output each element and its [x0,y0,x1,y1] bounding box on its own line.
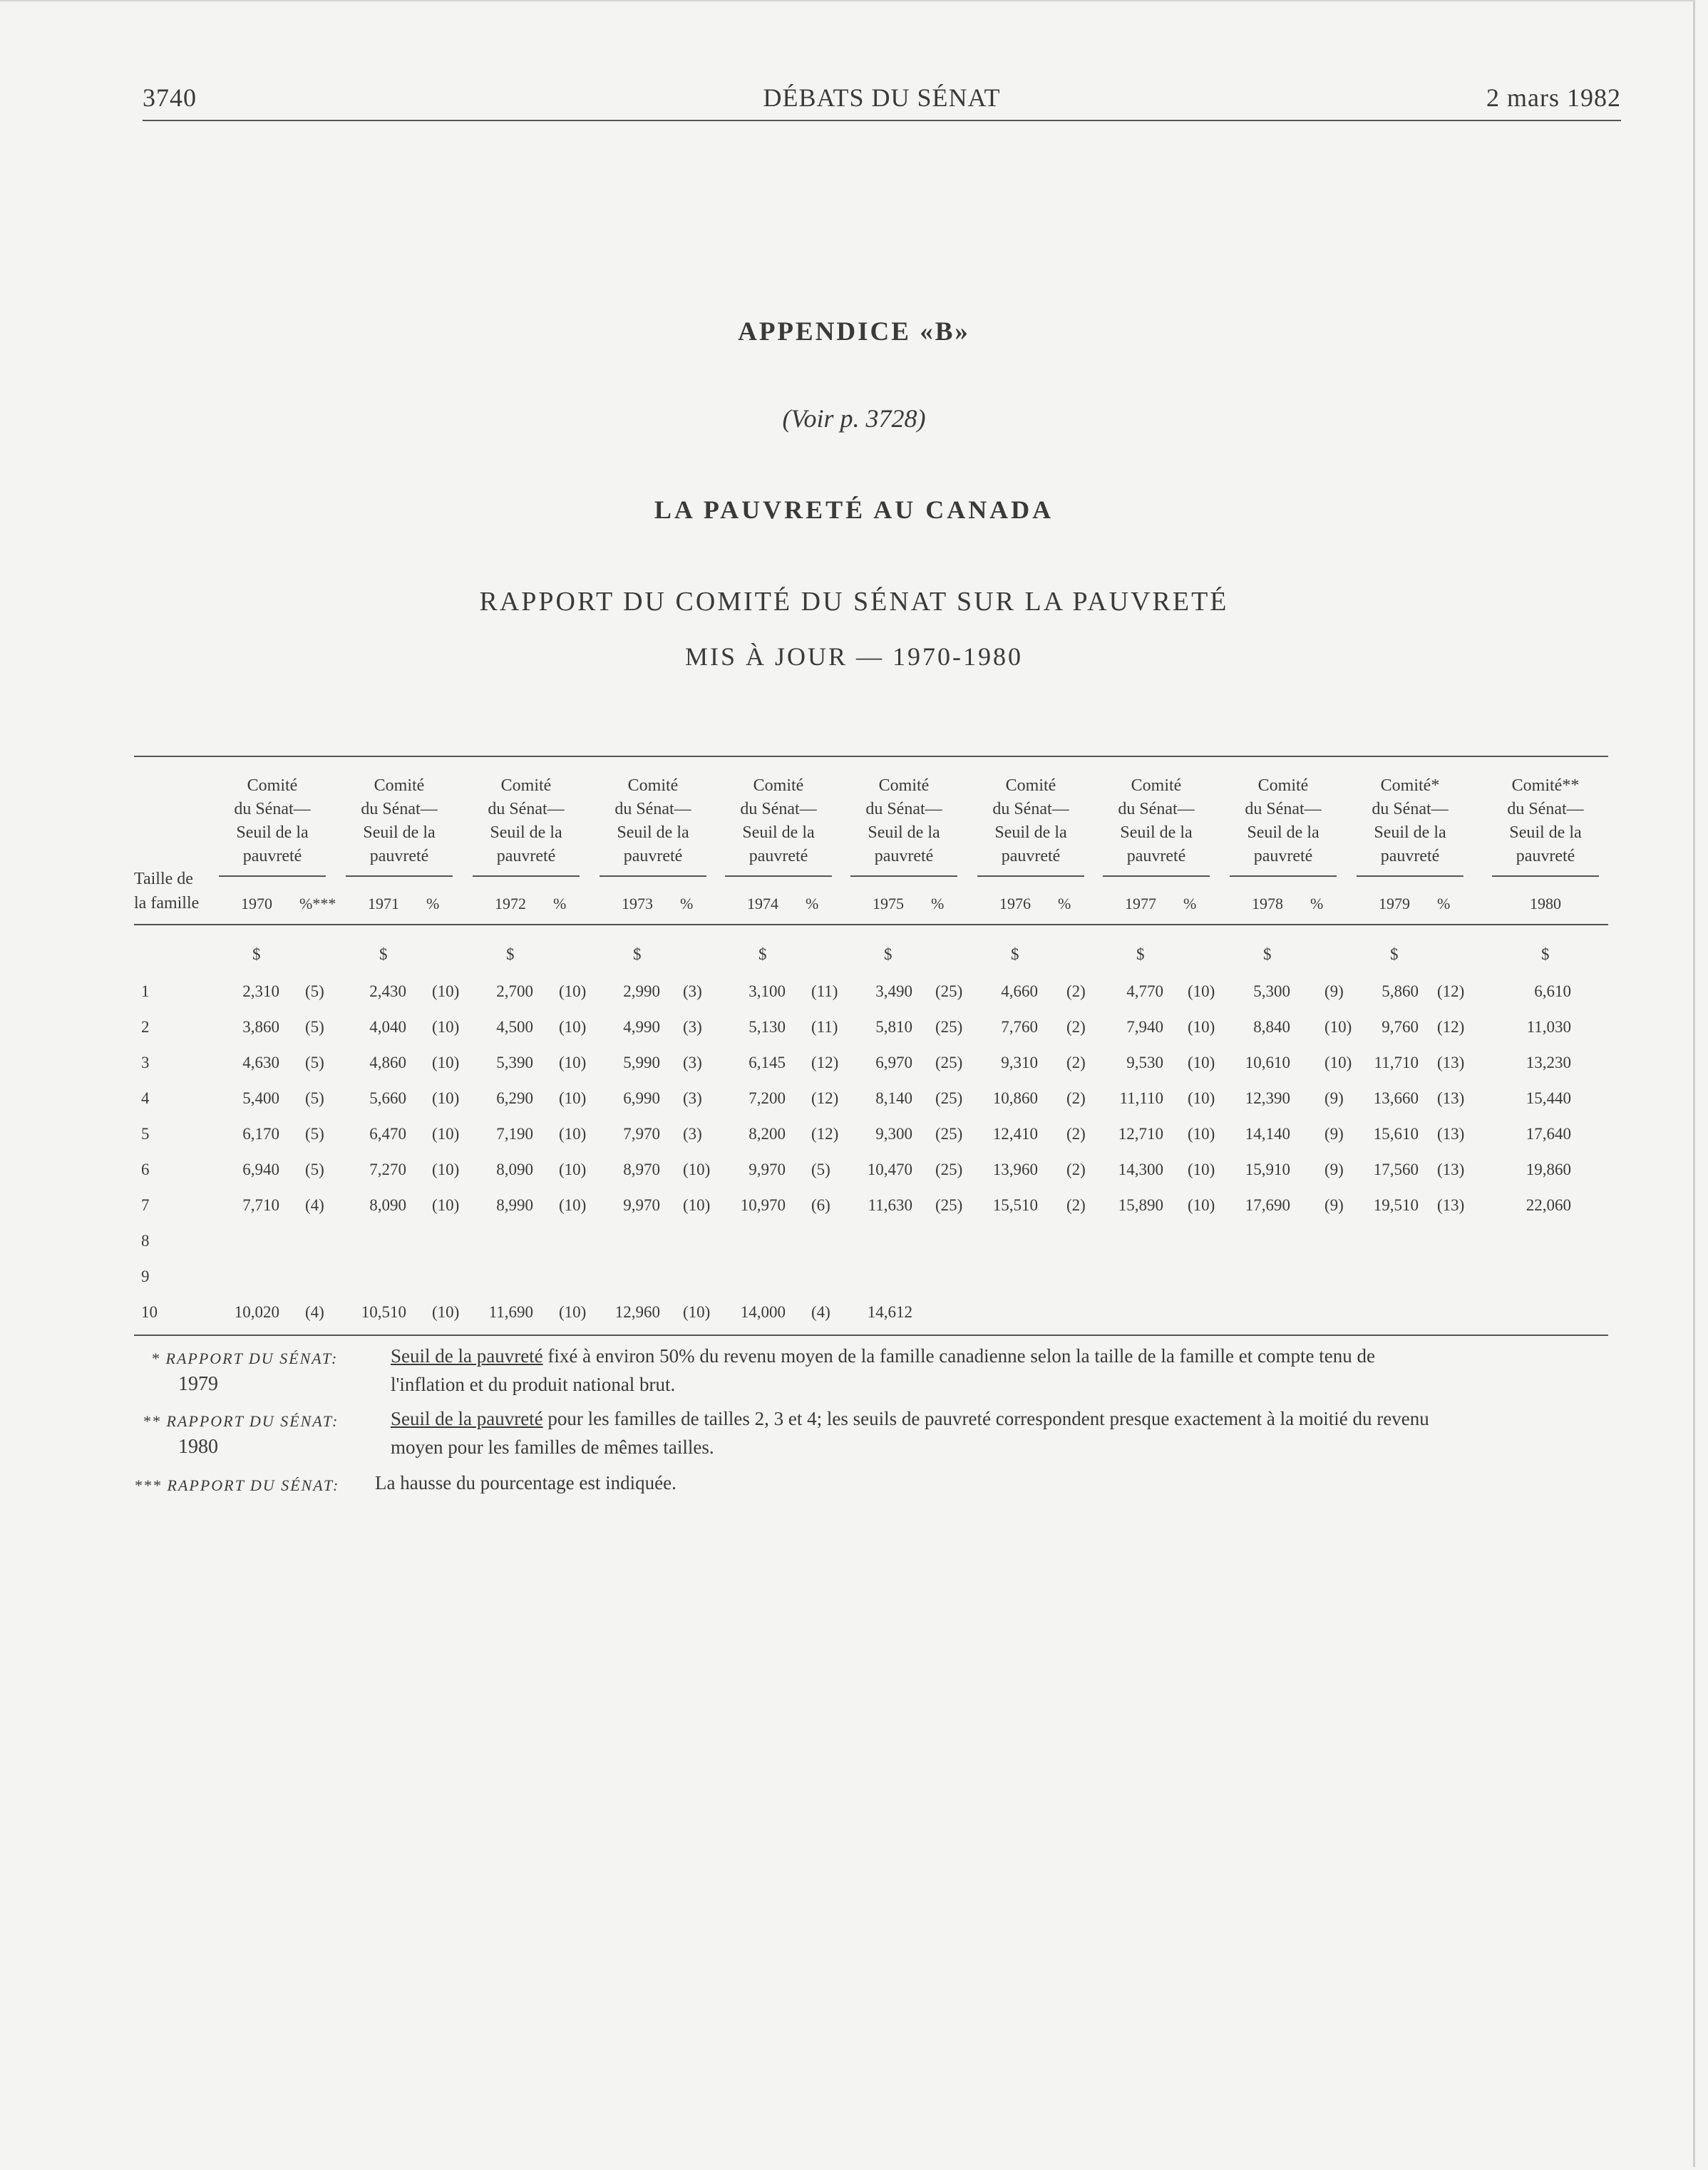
threshold-value: 7,200 [748,1089,786,1107]
threshold-value: 4,770 [1126,982,1163,1000]
percent-label: % [931,895,945,912]
threshold-value: 19,510 [1373,1196,1419,1214]
footnote-term: Seuil de la pauvreté [391,1408,543,1429]
report-title: RAPPORT DU COMITÉ DU SÉNAT SUR LA PAUVRETÉ [479,587,1229,617]
year-label: 1979 [1379,895,1410,912]
percent-increase: (3) [683,982,702,1000]
percent-increase: (2) [1066,1089,1086,1107]
column-header-line: pauvreté [623,847,683,865]
threshold-value: 5,990 [623,1054,660,1071]
percent-increase: (4) [305,1303,324,1321]
appendix-title: APPENDICE «B» [738,317,970,346]
threshold-value: 15,610 [1373,1125,1419,1143]
family-size-label: 3 [141,1054,150,1071]
threshold-value: 7,710 [242,1196,279,1214]
footnote-source: *** RAPPORT DU SÉNAT: [134,1476,340,1494]
percent-increase: (13) [1437,1089,1465,1107]
column-header [339,774,460,868]
column-header-line: du Sénat— [1118,800,1195,818]
column-header-line: du Sénat— [992,800,1069,818]
percent-increase: (10) [1188,1018,1215,1036]
column-header-line: pauvreté [1001,847,1061,865]
threshold-value: 3,100 [748,982,786,1000]
percent-increase: (10) [683,1303,711,1321]
percent-increase: (25) [935,1018,963,1036]
threshold-value: 19,860 [1526,1161,1571,1178]
column-header-line: Seuil de la [994,823,1067,842]
percent-increase: (10) [559,982,587,1000]
threshold-value: 6,145 [748,1054,786,1071]
percent-increase: (10) [1188,1196,1215,1214]
family-size-label: 10 [141,1303,158,1321]
threshold-value: 4,500 [496,1018,533,1036]
threshold-value: 14,300 [1118,1161,1163,1178]
threshold-value: 6,970 [875,1054,912,1071]
percent-increase: (5) [305,1089,324,1107]
column-header [970,774,1091,868]
threshold-value: 7,190 [496,1125,533,1143]
column-header-line: Comité* [1380,776,1440,795]
footnote-year: 1980 [178,1436,218,1458]
footnote-term: Seuil de la pauvreté [391,1345,543,1367]
percent-increase: (3) [683,1125,702,1143]
column-header-line: Comité [247,776,298,795]
column-header [1485,774,1606,868]
percent-increase: (2) [1066,982,1086,1000]
year-label: 1977 [1125,895,1156,912]
percent-increase: (5) [305,1018,324,1036]
percent-increase: (3) [683,1054,702,1071]
percent-increase: (10) [1188,1161,1215,1178]
page-number: 3740 [143,83,197,112]
threshold-value: 10,860 [992,1089,1038,1107]
threshold-value: 15,510 [992,1196,1038,1214]
column-header-line: Comité [1257,776,1309,795]
threshold-value: 7,270 [369,1161,406,1178]
column-header-rule [1103,875,1210,877]
column-header [843,774,964,868]
family-size-label: 9 [141,1267,150,1285]
column-header-line: Comité** [1511,776,1580,795]
threshold-value: 17,690 [1245,1196,1290,1214]
column-header [1223,774,1344,868]
threshold-value: 14,140 [1245,1125,1290,1143]
column-header-rule [1492,875,1599,877]
percent-increase: (2) [1066,1196,1086,1214]
currency-label: $ [1136,945,1145,963]
column-header-line: pauvreté [496,847,556,865]
threshold-value: 6,470 [369,1125,406,1143]
column-header-line: du Sénat— [1372,800,1449,818]
percent-increase: (10) [432,1125,460,1143]
percent-increase: (5) [305,1125,324,1143]
main-title: LA PAUVRETÉ AU CANADA [654,495,1054,524]
year-label: 1978 [1252,895,1283,912]
threshold-value: 14,612 [867,1303,912,1321]
column-header-line: Seuil de la [490,823,562,842]
column-header-line: du Sénat— [1245,800,1322,818]
threshold-value: 7,940 [1126,1018,1163,1036]
threshold-value: 15,910 [1245,1161,1290,1178]
percent-increase: (13) [1437,1125,1465,1143]
threshold-value: 14,000 [740,1303,786,1321]
column-header-line: Comité [753,776,804,795]
footnote-line: La hausse du pourcentage est indiquée. [375,1472,676,1493]
column-header-line: du Sénat— [234,800,311,818]
threshold-value: 8,840 [1253,1018,1290,1036]
column-header-line: Comité [1131,776,1182,795]
column-header-line: pauvreté [874,847,934,865]
column-header-line: pauvreté [242,847,302,865]
column-header [592,774,714,868]
threshold-value: 8,090 [496,1161,533,1178]
percent-increase: (12) [1437,982,1465,1000]
percent-increase: (25) [935,982,963,1000]
percent-increase: (12) [811,1089,839,1107]
column-header-line: Seuil de la [1509,823,1582,842]
column-header [212,774,333,868]
footnote-source: ** RAPPORT DU SÉNAT: [143,1412,339,1430]
column-header-rule [850,875,957,877]
percent-increase: (10) [559,1089,587,1107]
column-header-line: pauvreté [1380,847,1440,865]
threshold-value: 3,490 [875,982,912,1000]
column-header-line: Seuil de la [617,823,689,842]
column-header [718,774,839,868]
threshold-value: 2,310 [242,982,279,1000]
threshold-value: 10,470 [867,1161,912,1178]
percent-increase: (12) [811,1054,839,1071]
column-header-line: pauvreté [369,847,429,865]
percent-increase: (10) [559,1125,587,1143]
threshold-value: 12,710 [1118,1125,1163,1143]
footnote-text [375,1469,1617,1497]
percent-increase: (10) [432,1018,460,1036]
threshold-value: 10,610 [1245,1054,1290,1071]
threshold-value: 5,300 [1253,982,1290,1000]
threshold-value: 11,710 [1374,1054,1419,1071]
percent-increase: (13) [1437,1161,1465,1178]
threshold-value: 4,660 [1001,982,1038,1000]
percent-increase: (3) [683,1018,702,1036]
percent-increase: (2) [1066,1161,1086,1178]
column-header [1096,774,1217,868]
column-header-line: Comité [1005,776,1056,795]
threshold-value: 9,970 [748,1161,786,1178]
column-header-line: Seuil de la [1374,823,1446,842]
family-size-label: 5 [141,1125,150,1143]
column-header-rule [473,875,580,877]
percent-increase: (5) [305,1161,324,1178]
percent-increase: (25) [935,1161,963,1178]
percent-increase: (13) [1437,1054,1465,1071]
threshold-value: 2,990 [623,982,660,1000]
percent-increase: (10) [559,1054,587,1071]
percent-increase: (10) [432,1303,460,1321]
column-header-line: pauvreté [1126,847,1186,865]
threshold-value: 15,890 [1118,1196,1163,1214]
currency-label: $ [633,945,642,963]
threshold-value: 17,560 [1373,1161,1419,1178]
percent-increase: (10) [559,1196,587,1214]
footnote-line: Seuil de la pauvreté pour les familles de tailles 2, 3 et 4; les seuils de pauvreté correspondent presque exactement à la moitié du revenu [391,1408,1429,1429]
footnote-source: * RAPPORT DU SÉNAT: [151,1349,339,1367]
family-size-label: 6 [141,1161,150,1178]
percent-increase: (10) [432,1054,460,1071]
threshold-value: 8,140 [875,1089,912,1107]
threshold-value: 9,530 [1126,1054,1163,1071]
percent-increase: (25) [935,1196,963,1214]
family-size-label: 1 [141,982,150,1000]
family-size-label: 8 [141,1232,150,1250]
column-header-line: Seuil de la [1120,823,1193,842]
percent-label: % [1183,895,1197,912]
family-size-label: 2 [141,1018,150,1036]
threshold-value: 4,990 [623,1018,660,1036]
threshold-value: 9,970 [623,1196,660,1214]
threshold-value: 11,030 [1526,1018,1571,1036]
footnote [134,1404,1617,1469]
currency-label: $ [758,945,767,963]
footnote-text [391,1404,1617,1461]
footnote-line: Seuil de la pauvreté fixé à environ 50% du revenu moyen de la famille canadienne selon la taille de la famille et compte tenu de [391,1345,1375,1367]
threshold-value: 5,810 [875,1018,912,1036]
percent-increase: (9) [1324,1161,1344,1178]
threshold-value: 6,940 [242,1161,279,1178]
column-header-rule [1357,875,1463,877]
column-header-line: Seuil de la [1247,823,1319,842]
threshold-value: 6,610 [1534,982,1571,1000]
percent-increase: (25) [935,1089,963,1107]
threshold-value: 11,110 [1119,1089,1163,1107]
year-label: 1972 [495,895,526,912]
column-header-line: Seuil de la [363,823,436,842]
family-size-header: Taille de la famille [134,870,200,912]
year-label: 1973 [622,895,653,912]
percent-increase: (6) [811,1196,830,1214]
percent-increase: (10) [559,1161,587,1178]
column-header-line: Seuil de la [742,823,815,842]
column-header-line: du Sénat— [865,800,942,818]
journal-title: DÉBATS DU SÉNAT [763,83,1001,112]
column-header-line: Comité [374,776,425,795]
percent-increase: (13) [1437,1196,1465,1214]
threshold-value: 9,310 [1001,1054,1038,1071]
threshold-value: 5,400 [242,1089,279,1107]
percent-increase: (12) [811,1125,839,1143]
column-header-line: Seuil de la [868,823,940,842]
percent-label: %*** [299,895,336,912]
threshold-value: 13,230 [1526,1054,1571,1071]
currency-label: $ [1541,945,1550,963]
percent-increase: (25) [935,1125,963,1143]
percent-label: % [1310,895,1324,912]
threshold-value: 9,300 [875,1125,912,1143]
column-header-line: du Sénat— [488,800,565,818]
column-header-rule [600,875,706,877]
threshold-value: 10,510 [361,1303,406,1321]
threshold-value: 10,970 [740,1196,786,1214]
column-header-line: pauvreté [748,847,808,865]
threshold-value: 8,090 [369,1196,406,1214]
year-label: 1970 [241,895,272,912]
column-header-rule [1230,875,1337,877]
threshold-value: 12,960 [614,1303,660,1321]
year-label: 1974 [747,895,778,912]
percent-increase: (10) [1324,1054,1352,1071]
percent-increase: (10) [432,982,460,1000]
percent-label: % [1058,895,1071,912]
percent-increase: (11) [811,982,838,1000]
percent-increase: (9) [1324,1196,1344,1214]
see-page-reference: (Voir p. 3728) [782,404,926,433]
percent-label: % [680,895,694,912]
currency-label: $ [252,945,261,963]
threshold-value: 6,170 [242,1125,279,1143]
column-header-line: Comité [627,776,679,795]
threshold-value: 2,430 [369,982,406,1000]
percent-increase: (10) [1188,1054,1215,1071]
column-header-rule [219,875,326,877]
threshold-value: 12,390 [1245,1089,1290,1107]
percent-label: % [1437,895,1451,912]
column-header-line: du Sénat— [740,800,817,818]
percent-increase: (10) [432,1161,460,1178]
threshold-value: 5,390 [496,1054,533,1071]
threshold-value: 4,630 [242,1054,279,1071]
percent-increase: (2) [1066,1054,1086,1071]
percent-increase: (5) [811,1161,830,1178]
year-label: 1980 [1530,895,1561,912]
percent-increase: (9) [1324,1089,1344,1107]
footnote-line: l'inflation et du produit national brut. [391,1374,676,1395]
column-header [1349,774,1471,868]
threshold-value: 7,970 [623,1125,660,1143]
year-label: 1975 [873,895,904,912]
threshold-value: 12,410 [992,1125,1038,1143]
column-header-line: pauvreté [1516,847,1575,865]
currency-label: $ [1011,945,1019,963]
threshold-value: 11,630 [868,1196,912,1214]
threshold-value: 5,130 [748,1018,786,1036]
column-header-line: Seuil de la [236,823,309,842]
threshold-value: 4,860 [369,1054,406,1071]
percent-increase: (11) [811,1018,838,1036]
year-label: 1971 [368,895,399,912]
percent-increase: (10) [432,1089,460,1107]
column-header-rule [725,875,832,877]
column-header-line: du Sénat— [361,800,438,818]
threshold-value: 5,860 [1382,982,1419,1000]
threshold-value: 8,990 [496,1196,533,1214]
threshold-value: 8,200 [748,1125,786,1143]
percent-increase: (10) [1188,1125,1215,1143]
threshold-value: 9,760 [1382,1018,1419,1036]
currency-label: $ [1390,945,1399,963]
threshold-value: 22,060 [1526,1196,1571,1214]
threshold-value: 6,290 [496,1089,533,1107]
threshold-value: 6,990 [623,1089,660,1107]
column-header [465,774,587,868]
column-header-line: Comité [878,776,930,795]
currency-label: $ [379,945,388,963]
percent-increase: (5) [305,982,324,1000]
year-label: 1976 [999,895,1031,912]
threshold-value: 13,960 [992,1161,1038,1178]
threshold-value: 15,440 [1526,1089,1571,1107]
footnote-line: moyen pour les familles de mêmes tailles. [391,1436,714,1458]
footnote [134,1342,1617,1406]
threshold-value: 5,660 [369,1089,406,1107]
column-header-line: Comité [500,776,552,795]
threshold-value: 10,020 [234,1303,279,1321]
column-header-line: du Sénat— [614,800,691,818]
percent-increase: (2) [1066,1018,1086,1036]
percent-label: % [806,895,819,912]
issue-date: 2 mars 1982 [1486,83,1621,112]
threshold-value: 17,640 [1526,1125,1571,1143]
percent-increase: (10) [1188,1089,1215,1107]
column-header-rule [346,875,453,877]
threshold-value: 13,660 [1373,1089,1419,1107]
percent-increase: (10) [1188,982,1215,1000]
percent-increase: (25) [935,1054,963,1071]
percent-increase: (9) [1324,1125,1344,1143]
percent-increase: (10) [432,1196,460,1214]
update-subtitle: MIS À JOUR — 1970-1980 [684,642,1024,671]
percent-increase: (10) [559,1018,587,1036]
currency-label: $ [506,945,515,963]
percent-increase: (10) [559,1303,587,1321]
percent-increase: (3) [683,1089,702,1107]
threshold-value: 2,700 [496,982,533,1000]
footnote-text [391,1342,1617,1399]
percent-increase: (5) [305,1054,324,1071]
column-header-line: du Sénat— [1507,800,1584,818]
percent-label: % [426,895,440,912]
percent-increase: (4) [811,1303,830,1321]
family-size-label: 4 [141,1089,150,1107]
percent-increase: (10) [683,1196,711,1214]
currency-label: $ [1263,945,1272,963]
threshold-value: 11,690 [488,1303,533,1321]
column-header-line: pauvreté [1253,847,1313,865]
percent-increase: (2) [1066,1125,1086,1143]
percent-increase: (9) [1324,982,1344,1000]
threshold-value: 4,040 [369,1018,406,1036]
percent-increase: (10) [683,1161,711,1178]
column-header-rule [977,875,1084,877]
threshold-value: 8,970 [623,1161,660,1178]
footnote-year: 1979 [178,1373,218,1395]
percent-increase: (10) [1324,1018,1352,1036]
percent-increase: (4) [305,1196,324,1214]
percent-label: % [553,895,567,912]
family-size-label: 7 [141,1196,150,1214]
currency-label: $ [884,945,892,963]
threshold-value: 7,760 [1001,1018,1038,1036]
threshold-value: 3,860 [242,1018,279,1036]
footnote [134,1469,1617,1533]
percent-increase: (12) [1437,1018,1465,1036]
